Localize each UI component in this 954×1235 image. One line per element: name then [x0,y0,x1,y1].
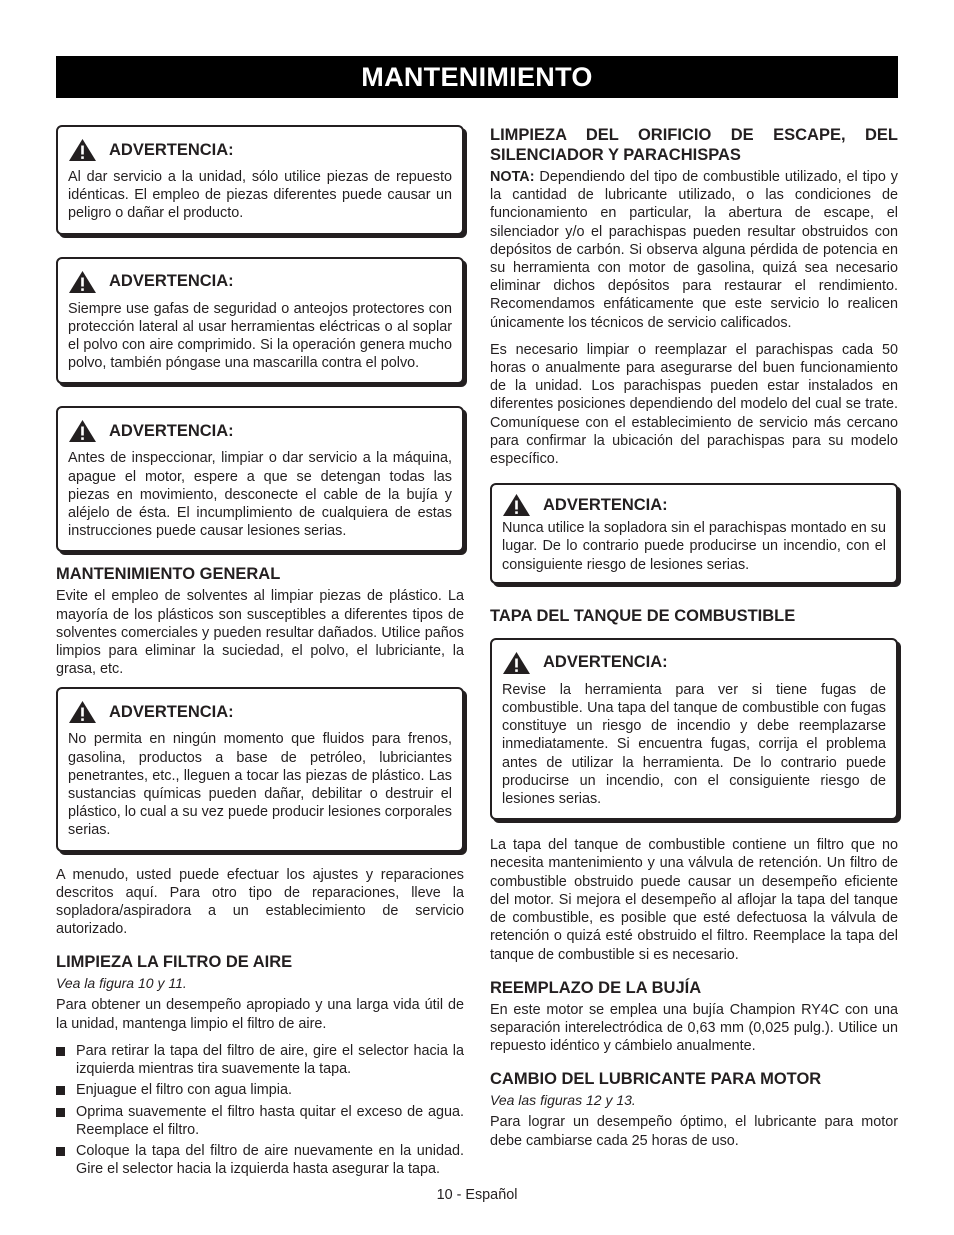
filter-intro: Para obtener un desempeño apropiado y una larga vida útil de la unidad, mantenga limpio el filtro de aire. [56,997,464,1032]
warning-box [490,638,898,820]
warning-heading: ADVERTENCIA: [109,702,234,721]
warning-text: Al dar servicio a la unidad, sólo utilice piezas de repuesto idénticas. El empleo de piezas diferentes puede causar un peligro o dañar el producto. [68,169,452,222]
warning-text: Siempre use gafas de seguridad o anteojos protectores con protección lateral al usar herramientas eléctricas o al soplar el polvo con aire comprimido. Si la operación genera mucho polvo, también póngase una mascarilla contra el polvo. [68,300,452,372]
warning-triangle-icon [502,493,531,517]
section-heading-oil: CAMBIO DEL LUBRICANTE PARA MOTOR [490,1070,822,1089]
exhaust-note [490,168,898,332]
list-item: Enjuague el filtro con agua limpia. [56,1081,464,1099]
figure-reference: Vea la figura 10 y 11. [56,975,187,992]
warning-heading: ADVERTENCIA: [109,272,234,291]
warning-triangle-icon [68,138,97,162]
warning-box [56,406,464,552]
note-text: Dependiendo del tipo de combustible utilizado, el tipo y la cantidad de lubricante utilizado, o las condiciones de funcionamiento en particular, la abertura de escape, el silenciador y/o el parachispas pueden resultar obstruidos con depósitos de carbón. Si observa alguna pérdida de potencia en su herramienta con motor de gasolina, quizá sea necesario eliminar dichos depósitos para restaurar el rendimiento. Recomendamos enfáticamente que este servicio lo realicen únicamente los técnicos de servicio calificados. [490,169,898,331]
page-footer: 10 - Español [436,1187,518,1203]
left-column [56,125,464,1181]
section-heading-fuel-cap: TAPA DEL TANQUE DE COMBUSTIBLE [490,606,796,625]
warning-triangle-icon [68,419,97,443]
section-heading-exhaust: LIMPIEZA DEL ORIFICIO DE ESCAPE, DEL SILENCIADOR Y PARACHISPAS [490,126,898,164]
warning-box [490,483,898,584]
warning-triangle-icon [68,270,97,294]
section-heading-general: MANTENIMIENTO GENERAL [56,565,281,584]
warning-text: Revise la herramienta para ver si tiene fugas de combustible. Una tapa del tanque de combustible con fugas constituye un riesgo de incendio y debe reemplazarse inmediatamente. Si encuentra fugas, corrija el problema antes de utilizar la herramienta. De lo contrario puede producirse un incendio, con el consiguiente riesgo de lesiones serias. [502,681,886,808]
warning-heading: ADVERTENCIA: [543,653,668,672]
warning-box [56,125,464,235]
warning-heading: ADVERTENCIA: [109,140,234,159]
page-title: MANTENIMIENTO [56,56,898,98]
warning-triangle-icon [502,651,531,675]
general-after-text: A menudo, usted puede efectuar los ajustes y reparaciones descritos aquí. Para otro tipo de reparaciones, lleve la sopladora/aspiradora a un establecimiento de servicio autorizado. [56,866,464,938]
fuel-cap-text: La tapa del tanque de combustible contiene un filtro que no necesita mantenimiento y una válvula de retención. Un filtro de combustible obstruido puede causar un desempeño eficiente del motor. Si mejora el desempeño al aflojar la tapa del tanque de combustible, es posible que esté defectuosa la válvula de retención o quizá esté obstruido el filtro. Reemplace la tapa del tanque de combustible si es necesario. [490,837,898,963]
warning-box [56,687,464,851]
spark-plug-text: En este motor se emplea una bujía Champion RY4C con una separación interelectródica de 0,63 mm (0,025 pulg.). Utilice un repuesto idéntico y cámbielo anualmente. [490,1001,898,1055]
warning-text: Nunca utilice la sopladora sin el parachispas montado en su lugar. De lo contrario puede producirse un incendio, con el consiguiente riesgo de lesiones serias. [502,520,886,573]
warning-text: No permita en ningún momento que fluidos para frenos, gasolina, productos a base de petróleo, lubriciantes penetrantes, etc., lleguen a tocar las piezas de plástico. Las sustancias químicas pueden dañar, debilitar o destruir el plástico, lo cual a su vez puede producir lesiones corporales serias. [68,731,452,839]
oil-text: Para lograr un desempeño óptimo, el lubricante para motor debe cambiarse cada 25 horas de uso. [490,1114,898,1149]
note-label: NOTA: [490,169,535,185]
exhaust-text: Es necesario limpiar o reemplazar el parachispas cada 50 horas o anualmente para asegurarse del buen funcionamiento de la unidad. Los parachispas pueden estar instalados en diferentes posiciones dependiendo del modelo del cual se trate. Comuníquese con el establecimiento de servicio más cercano para confirmar la ubicación del parachispas para su modelo específico. [490,341,898,468]
warning-heading: ADVERTENCIA: [543,495,668,514]
warning-box [56,257,464,385]
filter-steps [56,1042,464,1178]
warning-heading: ADVERTENCIA: [109,421,234,440]
right-column [490,125,898,1150]
section-heading-filter: LIMPIEZA LA FILTRO DE AIRE [56,953,293,972]
list-item: Para retirar la tapa del filtro de aire, gire el selector hacia la izquierda mientras tira suavemente la tapa. [56,1042,464,1078]
general-text: Evite el empleo de solventes al limpiar piezas de plástico. La mayoría de los plásticos son susceptibles a diferentes tipos de solventes comerciales y pueden resultar dañados. Utilice paños limpios para eliminar la suciedad, el polvo, el lubriciante, la grasa, etc. [56,588,464,678]
warning-triangle-icon [68,700,97,724]
warning-text: Antes de inspeccionar, limpiar o dar servicio a la máquina, apague el motor, espere a que se detengan todas las piezas en movimiento, desconecte el cable de la bujía y aléjelo de ésta. El incumplimiento de cualquiera de estas instrucciones puede causar lesiones serias. [68,450,452,540]
list-item: Coloque la tapa del filtro de aire nuevamente en la unidad. Gire el selector hacia la izquierda hasta asegurar la tapa. [56,1142,464,1178]
list-item: Oprima suavemente el filtro hasta quitar el exceso de agua. Reemplace el filtro. [56,1103,464,1139]
figure-reference: Vea las figuras 12 y 13. [490,1092,636,1109]
section-heading-spark-plug: REEMPLAZO DE LA BUJÍA [490,978,702,997]
